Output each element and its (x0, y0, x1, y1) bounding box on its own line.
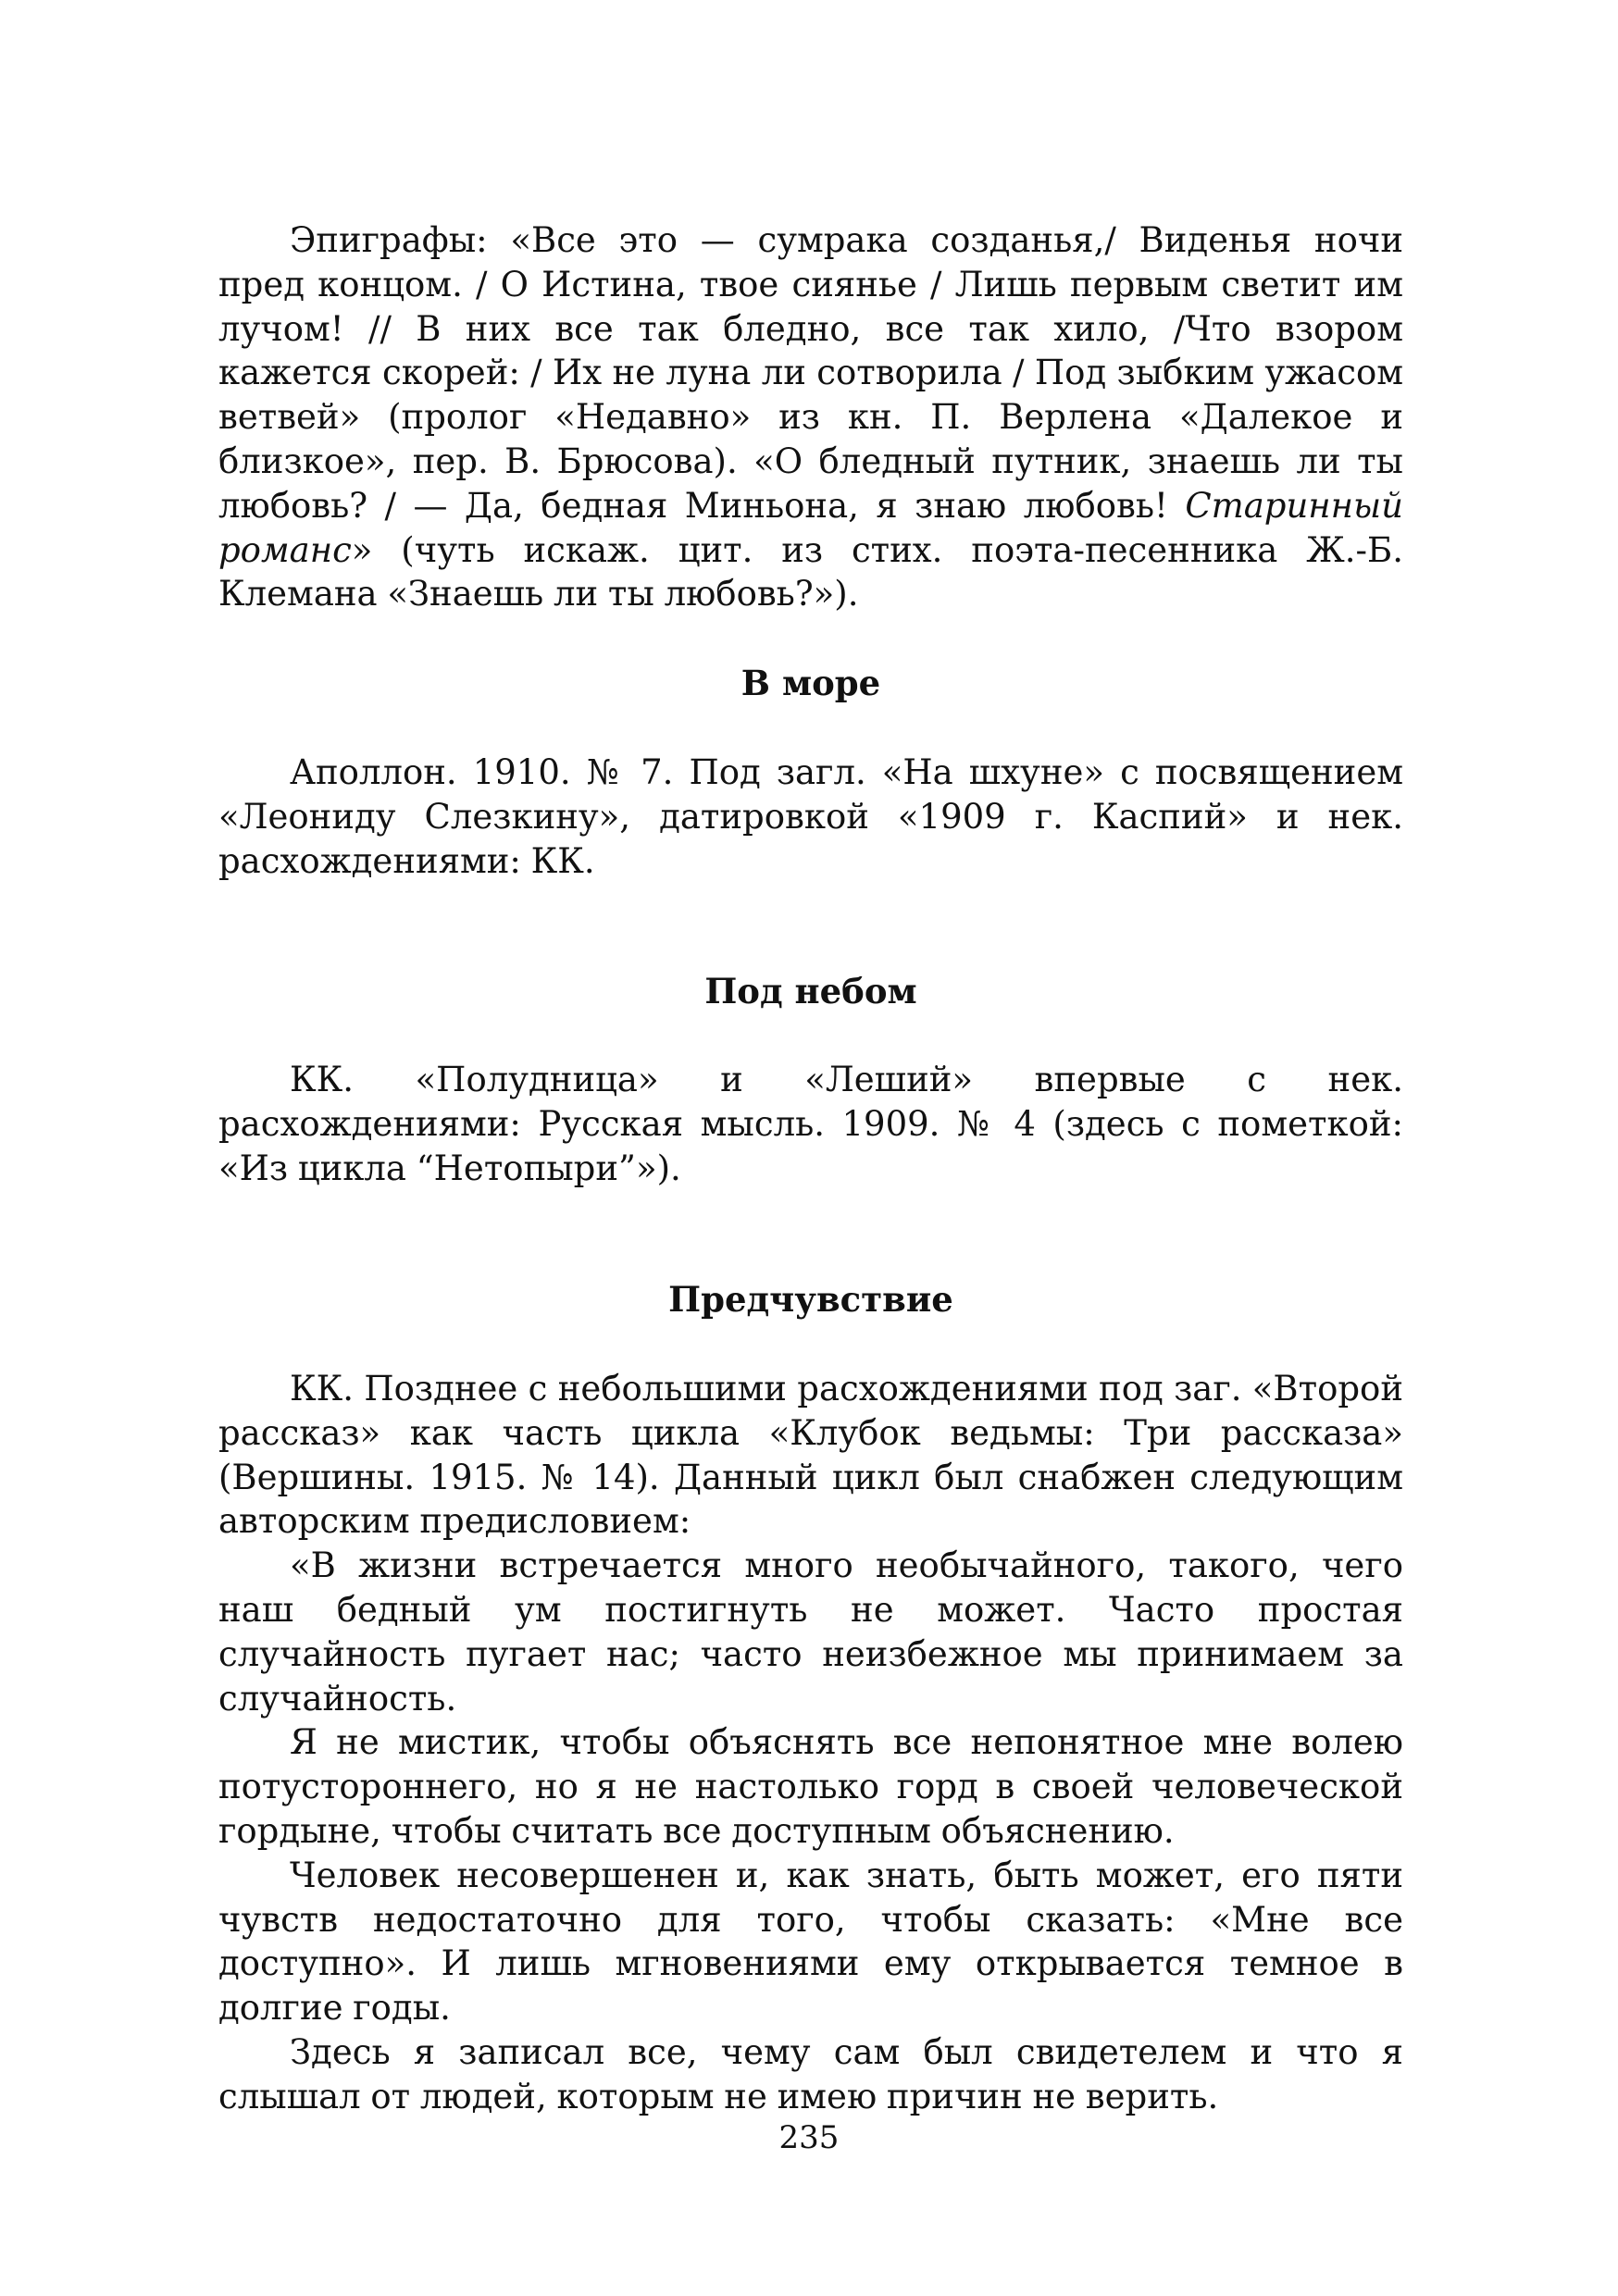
quote-paragraph: Человек несовершенен и, как знать, быть может, его пяти чувств недостаточно для того, чтобы сказать: «Мне все доступно». И лишь мгновениями ему открывается темное в долгие годы. (218, 1855, 1403, 2029)
epigraph-italic-text: Старинный романс (218, 485, 1403, 570)
epigraph-text-2: » (чуть искаж. цит. из стих. поэта-песенника Ж.-Б. Клемана «Знаешь ли ты любовь?»). (218, 529, 1403, 614)
section-title-pod-nebom: Под небом (704, 971, 917, 1011)
section-paragraph: Аполлон. 1910. № 7. Под загл. «На шхуне» с посвящением «Леониду Слезкину», датировкой «1909 г. Каспий» и нек. расхождениями: КК. (218, 752, 1403, 881)
section-title-predchuvstvie: Предчувствие (668, 1279, 953, 1320)
section-paragraph: КК. «Полудница» и «Леший» впервые с нек. расхождениями: Русская мысль. 1909. № 4 (здесь с пометкой: «Из цикла “Нетопыри”»). (218, 1060, 1403, 1188)
epigraph-text-1: Эпиграфы: «Все это — сумрака созданья,/ Виденья ночи пред концом. / О Истина, твое сиянье / Лишь первым светит им лучом! // В них все так бледно, все так хило, /Что взором кажется скорей: / Их не луна ли сотворила / Под зыбким ужасом ветвей» (пролог «Недавно» из кн. П. Верлена «Далекое и близкое», пер. В. Брюсова). «О бледный путник, знаешь ли ты любовь? / — Да, бедная Миньона, я знаю любовь! (218, 220, 1403, 526)
section-predchuvstvie-body (218, 1367, 1403, 2119)
section-paragraph: КК. Позднее с небольшими расхождениями под заг. «Второй рассказ» как часть цикла «Клубок ведьмы: Три рассказа» (Вершины. 1915. № 14). Данный цикл был снабжен следующим авторским предисловием: (218, 1369, 1403, 1542)
page-number: 235 (778, 2119, 840, 2156)
epigraph-block (218, 218, 1403, 616)
section-v-more-body (218, 751, 1403, 883)
quote-paragraph: Я не мистик, чтобы объяснять все непонятное мне волею потустороннего, но я не настолько горд в своей человеческой гордыне, чтобы считать все доступным объяснению. (218, 1722, 1403, 1851)
epigraph-paragraph (218, 218, 1403, 616)
section-title-v-more: В море (741, 663, 881, 703)
quote-paragraph: «В жизни встречается много необычайного, такого, чего наш бедный ум постигнуть не может. Часто простая случайность пугает нас; часто неизбежное мы принимаем за случайность. (218, 1545, 1403, 1719)
section-pod-nebom-body (218, 1058, 1403, 1190)
quote-paragraph: Здесь я записал все, чему сам был свидетелем и что я слышал от людей, которым не имею причин не верить. (218, 2031, 1403, 2116)
